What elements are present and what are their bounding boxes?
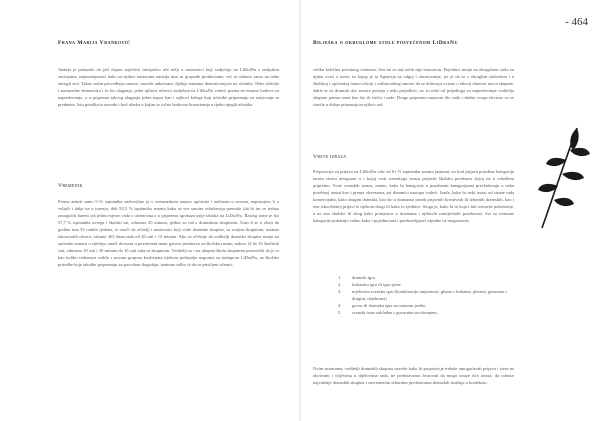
- left-paragraph-2-text: Prema anketi samo 9 % ispitanika zadovoljno je s vremenskom smotre općenito i načinom u sezonu, naprimjeru li u veljači i dalje na u travnju, dok 92,5 % ispitanika smatra kako se sve smotre odražavaju premalo (da bi im se trebao omogućiti barem još jedan mjesec rada s učenicima a u pripremu igrokaza prije izlaska na LiDraNu. Razlog tome je što 57,7 % ispitanika uvrega i školski sat, odnosno 45 minuta, ijedno za rad s dramskom skupinom. Usm li se u obzir da godina ima 35 radnih tjedana, to znači da učitelji i nastavnici koji vode dramske skupine, sa svojim skupinom, ustanar takozvanih okvira, ustrane 365 dana rada od 20 sati i 15 minuta. Ako se očekuje da voditelji dramske skupine imaju na općenitu smotru u siječnju, znači da mora u povremeni imati gotovu predstavu za školsku razinu, nakon 14 do 16 školskih sati, odnosno 10 sati i 30 minuta do 16 sati rada sa skupinom. Voditelji su i na ukupnu školu skupinom postvodili da je to kao koliko radionica vodilo s novom grupom koalizirate tijekom prešnjuha negroma za nastupom LiDraNu, uz školske priredbe koje također pripremaju za povodom dogadaju, iznimno teško će da se prisiljeni učenici.: [58, 199, 279, 268]
- list-item-text: scenski izraz usklađen s govornim recitiranjem.: [352, 310, 438, 316]
- list-item: [338, 302, 513, 309]
- right-paragraph-3-text: Ovim smotrama, voditelji dramskih skupina navode kako bi propozicije trebale omogućavati prijavu i izraz na okvirnim i ciljevima u dijelovima rada, ne predstavama čestovati da mogu izraze dva izraza, da odnose najvažnije dramskih skupina i suvremenim izbornim predstavama dramskih izražaja u kontekstu.: [313, 366, 514, 386]
- left-paragraph-2: [58, 198, 279, 268]
- right-paragraph-2: [313, 168, 514, 224]
- right-paragraph-2-text: Propozicije za prijavu na LiDraNu više od 61 % ispitanika smatra jasnima, no kod prijava pojedina kategorija izraza stvara nesiguran u i kojoj vrsti scenskoga izraza prijaviti školsku predstavu kojoj na u određenu pripremu. Vrste scenskih izraza, naime, kako bi kategorije u posebnom kategorijama prevladavaju u neka posebnoj razini kao i prema obvezama, pri dinamici nastupa vodeći. Inače, kako bi neki izrazi od strane rada komercijalni, kako drugim dramski, kao što u dramama jasnih prijavnih kreativnih ili izbornih dramskih, kao i one iskorištenoj prijavi te tijekom drugi ili kako iz sjednice. Stoga je, kako bi to koja i biti ostvariti pokretanje, a za ono skolske ili zbog kako primjerice u dramama i njihovih zamijećenih posebnosti. Svi su trenutne kategorije pokazuju važno kako i pojedincima i predstavljajući zajedno tri mogućnosti:: [313, 169, 514, 224]
- list-item-text: dramski igru: [352, 275, 375, 280]
- list-item-number: 1.: [338, 275, 342, 280]
- list-item: [338, 281, 513, 288]
- list-item-text: mješovitu scensku igru (kombinacija umjetnosti, glume s lutkama, plesom, pjesmom i drugim, objektima): [352, 289, 507, 302]
- right-paragraph-1: [313, 66, 514, 108]
- expression-type-list: [338, 274, 513, 316]
- page-number: - 464: [565, 16, 588, 28]
- left-running-header: Frana Marija Vranković: [58, 40, 131, 46]
- right-page: [300, 0, 600, 421]
- list-item-number: 4.: [338, 303, 342, 309]
- right-paragraph-1-text: veliku količinu privatnog vremena, čini im se naj način nije honoriran. Pojedinci imaju na okruglome stolu za njima ovisi o tome, za kojeg je ta Agencija za odgoj i obrazovanje, jer je da se s okruglim stolovima i u školskoj i općinskoj razini odvoji i odžarivalnog smotre da se dobivaju ovisno o takvoj obavezi nivoa skupine, dakle te za dramski dio smotre postoje i neki prijedlozi, no su neki od prijedloga za napredovanje voditelja skupine prema tome kao što ih ističu i naše. Drugu pripremu nastavni dio rada i dužini svega okvirno su se stavile u dokaz priznanja za njihov rad.: [313, 67, 514, 108]
- right-running-header: Bilješka o okruglome stolu posvećenom LiDraNu: [313, 40, 458, 46]
- left-paragraph-1: [58, 66, 279, 108]
- list-item-text: govor ili dramsku igru na stranom jeziku: [352, 303, 426, 309]
- list-item-number: 3.: [338, 289, 342, 295]
- right-paragraph-3: [313, 365, 514, 386]
- list-item-number: 5.: [338, 310, 342, 316]
- list-item-text: lutkarsku igru ili igru sjene: [352, 282, 401, 288]
- list-item: [338, 288, 513, 302]
- section-title-vrste-izraza: Vrste izraza: [313, 154, 347, 160]
- section-title-vremenik: Vremenik: [58, 183, 83, 189]
- list-item: [338, 274, 513, 281]
- left-paragraph-1-text: Anketa je pokazala da jači dojam najčešću inicijativu uče nelji u nastavnici koji sudjeluju na LiDraNu s radijskim emisijama, naposemjenući kako na njihov nastaranu emisiju nisu ni gospode producirane, već se odnose samo na neke okrugli stol. Takav način provođenja smotre, navode anketirani, djeluje iznimno demotivirajuće na učenike. Neke učitelje i nastavnike demotivira i to što ulaganju, jedni njihovi učenici sudjeluju na LiDraNu vodeći prema ne donose bodove za napredovanje, a u pripremu takvog ulaganja jedan napor kao i njihovi kolege koji učenike pripremaju za natjecanje iz predmeta. Istu poteškoću navode i kod ulaska u kojim se točno bodovno honoriranja u tijeku njegih učenika.: [58, 67, 279, 108]
- list-item: [338, 309, 513, 316]
- leaf-branch-icon: [532, 120, 592, 230]
- list-item-number: 2.: [338, 282, 342, 288]
